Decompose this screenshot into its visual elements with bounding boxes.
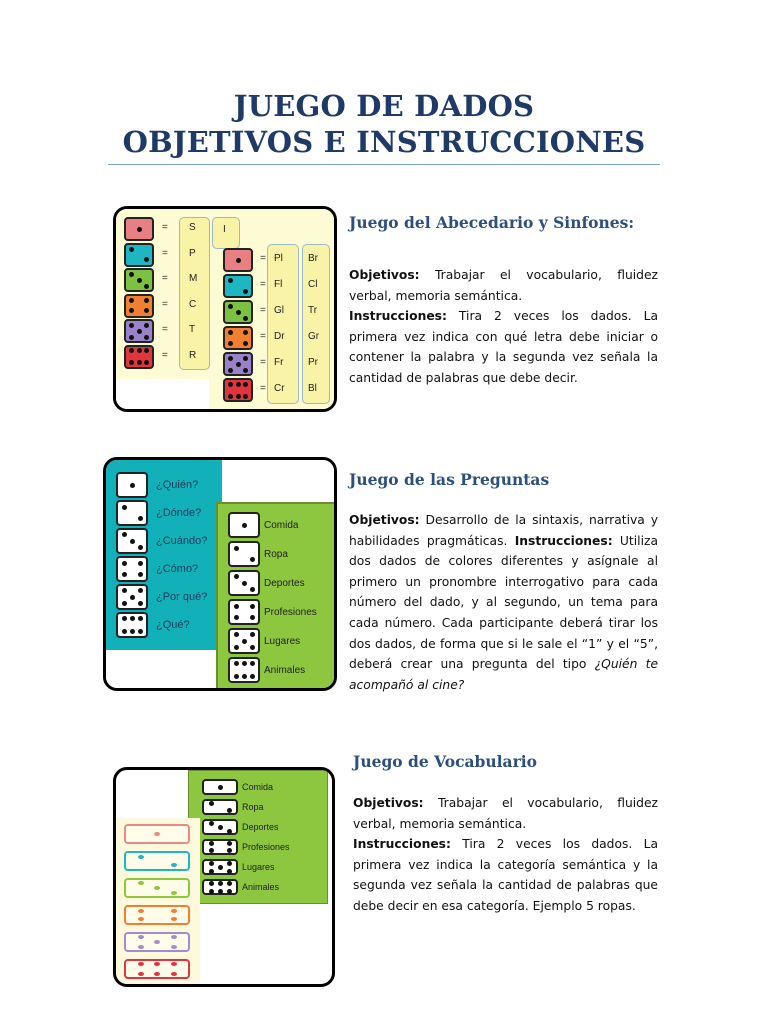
topic-die-1 (202, 779, 238, 795)
die-pip (171, 972, 177, 976)
topic-die-6 (202, 879, 238, 895)
die-pip (209, 801, 214, 806)
die-pip (129, 272, 134, 277)
die-pip (228, 382, 233, 387)
equals-sign: = (162, 324, 168, 335)
die-pip (171, 891, 177, 895)
die-pip (130, 483, 135, 488)
die-pip (129, 348, 134, 353)
instrucciones-label: Instrucciones: (349, 309, 447, 324)
die-4 (223, 326, 253, 350)
die-pip (144, 335, 149, 340)
die-pip (129, 360, 134, 365)
equals-sign: = (162, 298, 168, 310)
die-pip (137, 329, 142, 334)
instrucciones-label: Instrucciones: (514, 533, 613, 548)
letter-C: C (189, 298, 197, 310)
topic-die-5 (228, 628, 260, 654)
question-die-2 (116, 500, 148, 526)
die-pip (144, 360, 149, 365)
die-pip (138, 588, 143, 593)
die-pip (243, 356, 248, 361)
die-pip (250, 615, 255, 620)
die-pip (228, 394, 233, 399)
die-pip (243, 368, 248, 373)
section-2-text (349, 510, 658, 695)
die-pip (228, 341, 233, 346)
die-pip (122, 588, 127, 593)
die-pip (209, 881, 214, 886)
die-pip (171, 962, 177, 966)
topic-label: Lugares (264, 636, 301, 647)
die-pip (129, 298, 134, 303)
die-pip (138, 909, 144, 913)
die-2 (223, 274, 253, 298)
equals-sign: = (162, 247, 168, 259)
die-pip (218, 881, 223, 886)
die-pip (171, 909, 177, 913)
instrucciones-text: Tira 2 veces los dados. La primera vez indica la categoría semántica y la segunda vez señala la cantidad de palabras que debe decir en esa categoría. Ejemplo 5 ropas. (353, 837, 658, 913)
die-pip (234, 632, 239, 637)
die-pip (236, 258, 241, 263)
equals-sign: = (260, 383, 266, 394)
letter-header: I (223, 224, 226, 235)
objetivos-label: Objetivos: (349, 513, 420, 527)
die-3 (223, 300, 253, 324)
equals-sign: = (162, 222, 168, 233)
die-6 (223, 378, 253, 402)
vocabulario-image (113, 767, 335, 987)
question-label: ¿Quién? (156, 479, 199, 491)
section-1-heading: Juego del Abecedario y Sinfones: (349, 213, 635, 232)
topic-label: Animales (264, 665, 306, 676)
die-pip (228, 304, 233, 309)
letter-R: R (189, 349, 197, 361)
die-pip (138, 545, 143, 550)
question-die-1 (116, 472, 148, 498)
die-pip (209, 821, 214, 826)
die-5 (124, 319, 154, 343)
die-pip (227, 861, 232, 866)
die-pip (250, 557, 255, 562)
objetivos-text: Desarrollo de la sintaxis, narrativa y habilidades pragmáticas. (349, 513, 658, 548)
die-1 (124, 217, 154, 241)
die-pip (138, 935, 144, 939)
topic-label: Animales (242, 882, 280, 892)
topic-die-6 (228, 657, 260, 683)
instrucciones-text: Utiliza dos dados de colores diferentes y asígnale al primero un pronombre interrogativo para cada número del dado, y al segundo, un tema para cada número. Cada participante deberá tirar los dos dados, de forma que si le sale el “1” y el “5”, deberá crear una pregunta del tipo (349, 533, 658, 672)
die-pip (138, 616, 143, 621)
topic-die-1 (228, 512, 260, 538)
die-pip (250, 587, 255, 592)
die-pip (234, 574, 239, 579)
die-pip (138, 962, 144, 966)
die-pip (137, 348, 142, 353)
sinfones-strip-1 (267, 244, 299, 404)
question-label: ¿Dónde? (156, 507, 202, 519)
die-4 (124, 294, 154, 318)
abecedario-image (113, 206, 337, 412)
die-pip (250, 604, 255, 609)
die-pip (137, 360, 142, 365)
die-pip (250, 674, 255, 679)
topic-die-2 (202, 799, 238, 815)
question-die-3 (116, 528, 148, 554)
die-pip (171, 863, 177, 867)
sinfon-Br: Br (308, 253, 318, 264)
die-pip (243, 316, 248, 321)
example-question: ¿Quién te acompañó al cine? (349, 657, 659, 692)
die-pip (218, 785, 223, 790)
die-pip (171, 917, 177, 921)
question-label: ¿Por qué? (156, 591, 208, 603)
die-pip (122, 561, 127, 566)
die-pip (138, 629, 143, 634)
die-pip (243, 394, 248, 399)
die-pip (144, 348, 149, 353)
equals-sign: = (260, 305, 266, 316)
die-pip (228, 356, 233, 361)
die-pip (130, 539, 135, 544)
section-3-text (353, 793, 658, 917)
objetivos-label: Objetivos: (353, 796, 424, 810)
die-pip (228, 368, 233, 373)
objetivos-text: Trabajar el vocabulario, fluidez verbal, memoria semántica. (349, 268, 658, 303)
letter-P: P (189, 247, 196, 259)
section-1-text (349, 265, 658, 389)
die-pip (234, 674, 239, 679)
die-pip (242, 581, 247, 586)
sinfon-Tr: Tr (308, 305, 318, 316)
topic-die-2 (228, 541, 260, 567)
die-pip (154, 940, 160, 944)
topic-die-3 (228, 570, 260, 596)
die-pip (234, 661, 239, 666)
die-pip (130, 595, 135, 600)
die-pip (138, 917, 144, 921)
die-pip (129, 247, 134, 252)
die-pip (137, 278, 142, 283)
sinfon-Cl: Cl (308, 279, 318, 290)
equals-sign: = (162, 273, 168, 284)
die-pip (209, 841, 214, 846)
objetivos-text: Trabajar el vocabulario, fluidez verbal, memoria semántica. (353, 796, 658, 831)
die-pip (242, 674, 247, 679)
die-pip (144, 298, 149, 303)
die-pip (227, 889, 232, 894)
question-label: ¿Cuándo? (156, 535, 208, 547)
section-3-heading: Juego de Vocabulario (353, 752, 537, 771)
die-pip (138, 572, 143, 577)
die-pip (234, 604, 239, 609)
letter-T: T (189, 324, 196, 335)
letter-S: S (189, 222, 196, 233)
sinfon-Fl: Fl (274, 279, 283, 290)
die-pip (243, 382, 248, 387)
title-line-2: OBJETIVOS E INSTRUCCIONES (122, 125, 646, 159)
die-pip (122, 572, 127, 577)
die-pip (227, 829, 232, 834)
sinfon-Gr: Gr (308, 331, 320, 342)
die-5 (223, 352, 253, 376)
die-pip (138, 945, 144, 949)
equals-sign: = (260, 279, 266, 290)
die-pip (138, 855, 144, 859)
die-1 (223, 248, 253, 272)
die-pip (129, 323, 134, 328)
question-die-5 (116, 584, 148, 610)
topic-label: Lugares (242, 862, 275, 872)
die-pip (242, 523, 247, 528)
die-pip (171, 945, 177, 949)
die-pip (234, 645, 239, 650)
die-pip (144, 323, 149, 328)
title-line-1: JUEGO DE DADOS (233, 89, 535, 123)
sinfon-Cr: Cr (274, 383, 285, 394)
die-pip (144, 308, 149, 313)
die-pip (218, 825, 223, 830)
die-pip (218, 865, 223, 870)
die-6 (124, 345, 154, 369)
topic-label: Ropa (242, 802, 264, 812)
die-pip (138, 516, 143, 521)
die-pip (228, 330, 233, 335)
question-die-4 (116, 556, 148, 582)
die-pip (130, 616, 135, 621)
die-pip (122, 532, 127, 537)
die-pip (122, 601, 127, 606)
topic-label: Comida (242, 782, 274, 792)
topic-die-5 (202, 859, 238, 875)
objetivos-label: Objetivos: (349, 268, 420, 282)
pastel-die-2 (124, 851, 190, 871)
die-pip (243, 330, 248, 335)
topic-label: Ropa (264, 549, 288, 560)
die-3 (124, 268, 154, 292)
die-2 (124, 243, 154, 267)
die-pip (129, 335, 134, 340)
die-pip (218, 889, 223, 894)
topic-label: Profesiones (264, 607, 317, 618)
die-pip (209, 869, 214, 874)
die-pip (138, 881, 144, 885)
sinfon-Gl: Gl (274, 305, 284, 316)
die-pip (171, 935, 177, 939)
die-pip (243, 289, 248, 294)
question-label: ¿Qué? (156, 619, 190, 631)
topic-die-4 (202, 839, 238, 855)
pastel-die-5 (124, 932, 190, 952)
die-pip (250, 661, 255, 666)
die-pip (227, 841, 232, 846)
die-pip (236, 382, 241, 387)
pastel-die-6 (124, 959, 190, 979)
die-pip (242, 661, 247, 666)
die-pip (242, 639, 247, 644)
question-label: ¿Cómo? (156, 563, 199, 575)
letters-strip (179, 217, 210, 370)
die-pip (234, 546, 239, 551)
die-pip (144, 284, 149, 289)
die-pip (122, 629, 127, 634)
topic-label: Comida (264, 520, 299, 531)
die-pip (154, 972, 160, 976)
die-pip (228, 278, 233, 283)
die-pip (234, 615, 239, 620)
die-pip (138, 601, 143, 606)
page-title (108, 88, 660, 160)
pastel-die-1 (124, 824, 190, 844)
preguntas-image (103, 457, 337, 691)
die-pip (236, 310, 241, 315)
topic-label: Deportes (242, 822, 279, 832)
die-pip (236, 394, 241, 399)
equals-sign: = (162, 349, 168, 361)
sinfon-Pl: Pl (274, 253, 283, 264)
die-pip (154, 962, 160, 966)
die-pip (250, 632, 255, 637)
die-pip (227, 808, 232, 813)
die-pip (227, 869, 232, 874)
die-pip (209, 848, 214, 853)
die-pip (144, 257, 149, 262)
die-pip (243, 341, 248, 346)
sinfon-Pr: Pr (308, 357, 318, 368)
die-pip (138, 561, 143, 566)
equals-sign: = (260, 331, 266, 342)
instrucciones-text: Tira 2 veces los dados. La primera vez indica con qué letra debe iniciar o contener la palabra y la segunda vez señala la cantidad de palabras que debe decir. (349, 309, 658, 385)
die-pip (227, 881, 232, 886)
instrucciones-label: Instrucciones: (353, 837, 451, 852)
letters-strip-header (212, 217, 240, 249)
equals-sign: = (260, 357, 266, 368)
pastel-die-4 (124, 905, 190, 925)
die-pip (154, 832, 160, 836)
die-pip (250, 645, 255, 650)
die-pip (236, 362, 241, 367)
sinfon-Bl: Bl (308, 383, 317, 394)
die-pip (130, 629, 135, 634)
section-2-heading: Juego de las Preguntas (349, 470, 550, 489)
letter-M: M (189, 273, 198, 284)
die-pip (209, 889, 214, 894)
die-pip (209, 861, 214, 866)
equals-sign: = (260, 253, 266, 264)
die-pip (129, 308, 134, 313)
topic-label: Deportes (264, 578, 305, 589)
topic-die-4 (228, 599, 260, 625)
sinfon-Fr: Fr (274, 357, 284, 368)
die-pip (154, 886, 160, 890)
topic-label: Profesiones (242, 842, 290, 852)
pastel-die-3 (124, 878, 190, 898)
sinfones-strip-2 (302, 244, 330, 404)
question-die-6 (116, 612, 148, 638)
die-pip (122, 505, 127, 510)
die-pip (137, 227, 142, 232)
title-divider (108, 164, 660, 165)
topic-die-3 (202, 819, 238, 835)
sinfon-Dr: Dr (274, 331, 285, 342)
die-pip (138, 972, 144, 976)
die-pip (122, 616, 127, 621)
die-pip (227, 848, 232, 853)
